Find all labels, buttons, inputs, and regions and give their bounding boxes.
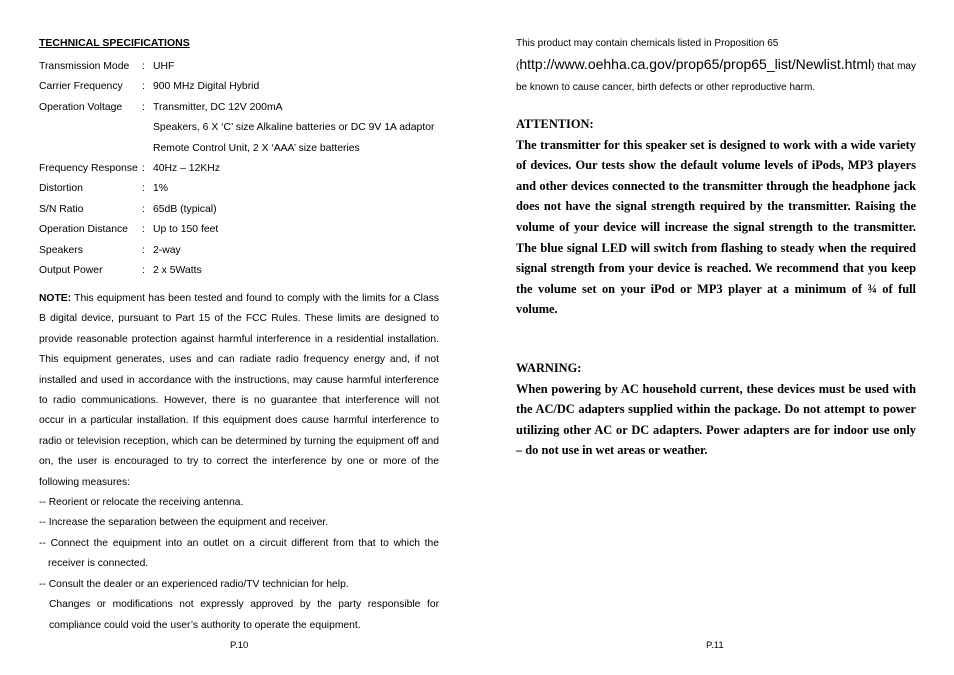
- measure-1: -- Reorient or relocate the receiving antenna.: [39, 497, 244, 509]
- spec-colon: :: [142, 61, 145, 72]
- spec-label: Output Power: [39, 264, 103, 276]
- spec-row: [39, 120, 439, 140]
- prop65-intro: This product may contain chemicals listed in Proposition 65: [516, 38, 779, 49]
- spec-value: 900 MHz Digital Hybrid: [153, 81, 260, 93]
- note-text: This equipment has been tested and found to comply with the limits for a Class B digital device, pursuant to Part 15 of the FCC Rules. These limits are designed to provide reasonable protection against harmful interference in a residential installation. This equipment generates, uses and can radiate radio frequency energy and, if not installed and used in accordance with the instructions, may cause harmful interference to radio communications. However, there is no guarantee that interference will not occur in a particular installation. If this equipment does cause harmful interference to radio or television reception, which can be determined by turning the equipment off and on, the user is encouraged to try to correct the interference by one or more of the following measures:: [39, 293, 439, 488]
- spec-row: [39, 59, 439, 79]
- spec-value: Speakers, 6 X ‘C’ size Alkaline batteries or DC 9V 1A adaptor: [153, 122, 435, 134]
- spec-label: Transmission Mode: [39, 61, 130, 72]
- page-number-left: P.10: [230, 640, 249, 651]
- page-number-right: P.11: [706, 640, 724, 651]
- fcc-note: [39, 289, 439, 636]
- attention-text: The transmitter for this speaker set is designed to work with a wide variety of devices. Our tests show the default volume levels of iPods, MP3 players and other devices connected to the transmitter through the headphone jack does not have the signal strength required by the transmitter. Raising the volume of your device will increase the signal strength to the transmitter. The blue signal LED will switch from flashing to steady when the required signal strength from your device is reached. We recommend that you keep the volume set on your iPod or MP3 player at a minimum of ¾ of full volume.: [516, 137, 916, 317]
- spec-title: TECHNICAL SPECIFICATIONS: [39, 37, 190, 49]
- spec-table: [39, 59, 439, 283]
- spec-value: Transmitter, DC 12V 200mA: [153, 101, 283, 113]
- attention-section: [516, 114, 916, 320]
- spec-value: 2-way: [153, 244, 181, 256]
- note-paragraph: [39, 289, 439, 493]
- spec-colon: :: [142, 81, 145, 93]
- spec-value: 40Hz – 12KHz: [153, 162, 220, 174]
- spec-row: [39, 263, 439, 283]
- spec-colon: :: [142, 101, 145, 113]
- spec-label: Distortion: [39, 183, 83, 195]
- spec-label: Carrier Frequency: [39, 81, 123, 93]
- prop65-open: (: [516, 61, 520, 73]
- spec-value: Up to 150 feet: [153, 224, 219, 236]
- attention-heading: ATTENTION:: [516, 117, 594, 131]
- spec-row: [39, 243, 439, 263]
- measure-3: [39, 534, 439, 575]
- spec-row: [39, 161, 439, 181]
- spec-colon: :: [142, 162, 145, 174]
- prop65-close: ) that may be known to cause cancer, birth defects or other reproductive harm.: [516, 61, 916, 93]
- warning-heading: WARNING:: [516, 361, 582, 375]
- spec-value: Remote Control Unit, 2 X ‘AAA’ size batteries: [153, 142, 360, 154]
- spec-row: [39, 181, 439, 201]
- spec-value: 2 x 5Watts: [153, 264, 202, 276]
- warning-section: [516, 358, 916, 461]
- left-page: [39, 0, 439, 675]
- changes-text: Changes or modifications not expressly approved by the party responsible for compliance could void the user’s authority to operate the equipment.: [49, 599, 439, 631]
- measure-3-text: -- Connect the equipment into an outlet on a circuit different from that to which the receiver is connected.: [39, 537, 439, 570]
- warning-text: When powering by AC household current, these devices must be used with the AC/DC adapters supplied within the package. Do not attempt to power utilizing other AC or DC adapters. Power adapters are for indoor use only – do not use in wet areas or weather.: [516, 381, 916, 458]
- spec-label: Speakers: [39, 244, 83, 256]
- spec-colon: :: [142, 244, 145, 256]
- note-label: NOTE:: [39, 293, 72, 304]
- prop65-link[interactable]: http://www.oehha.ca.gov/prop65/prop65_list/Newlist.html: [519, 56, 872, 73]
- spec-value: 65dB (typical): [153, 203, 217, 215]
- spec-colon: :: [142, 264, 145, 276]
- spec-label: S/N Ratio: [39, 203, 84, 215]
- spec-value: UHF: [153, 61, 175, 72]
- measure-2: -- Increase the separation between the equipment and receiver.: [39, 517, 329, 529]
- spec-label: Operation Voltage: [39, 101, 123, 113]
- spec-row: [39, 79, 439, 99]
- spec-colon: :: [142, 183, 145, 195]
- prop65-notice: [516, 34, 916, 98]
- prop65-body: [516, 54, 916, 98]
- spec-colon: :: [142, 203, 145, 215]
- measure-4: -- Consult the dealer or an experienced radio/TV technician for help.: [39, 578, 349, 590]
- spec-colon: :: [142, 224, 145, 236]
- spec-row: [39, 100, 439, 120]
- spec-row: [39, 141, 439, 161]
- spec-value: 1%: [153, 183, 169, 195]
- spec-label: Frequency Response: [39, 162, 138, 174]
- spec-row: [39, 222, 439, 242]
- right-page: [516, 0, 916, 675]
- spec-row: [39, 202, 439, 222]
- spec-label: Operation Distance: [39, 224, 128, 236]
